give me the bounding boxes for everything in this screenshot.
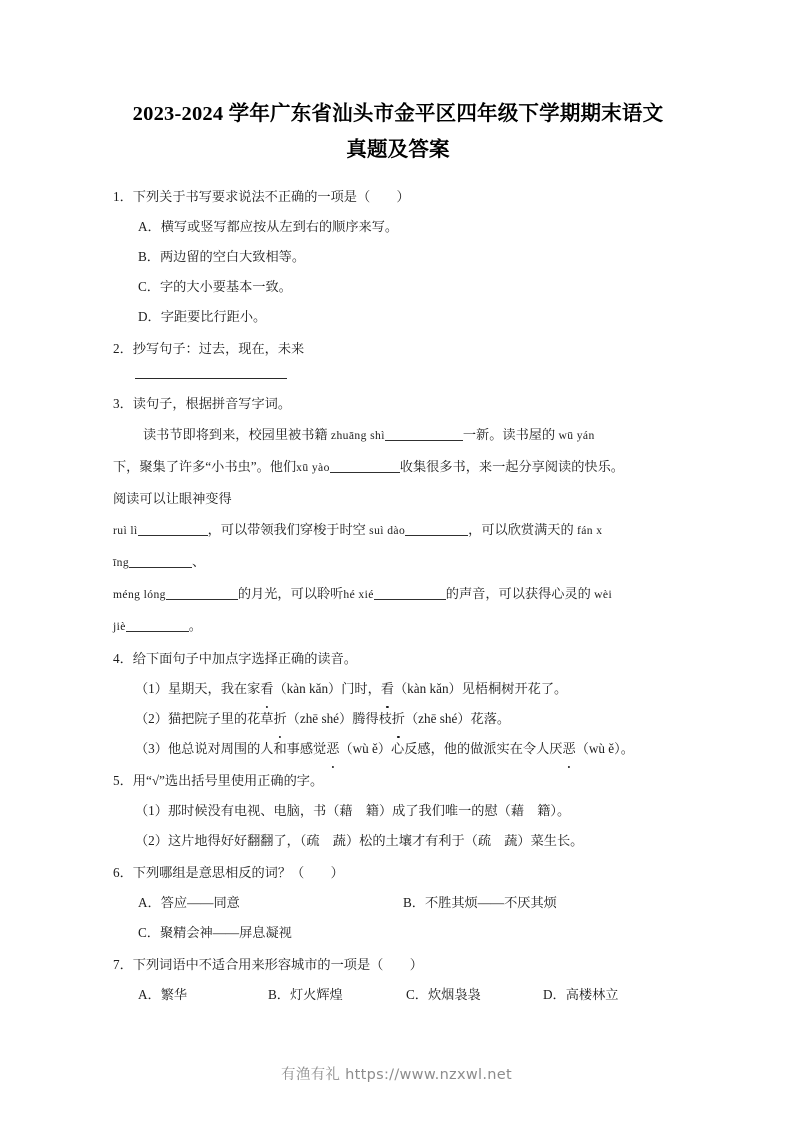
question-3-stem: 3．读句子，根据拼音写字词。 [113,396,292,411]
passage-text: 收集很多书，来一起分享阅读的快乐。 [399,459,624,474]
pinyin-zhuangshi: zhuāng shì [330,429,385,442]
page-title-line2: 真题及答案 [346,139,450,161]
question-5-item-1[interactable]: （1）那时候没有电视、电脑，书（藉 籍）成了我们唯一的慰（藉 籍）。 [135,803,571,818]
question-4-stem: 4．给下面句子中加点字选择正确的读音。 [113,651,357,666]
answer-blank-7[interactable] [374,586,446,600]
question-7-stem: 7．下列词语中不适合用来形容城市的一项是（ ） [113,957,423,972]
question-1-option-b[interactable]: B．两边留的空白大致相等。 [138,249,306,264]
pinyin-wei: wèi [594,588,613,601]
answer-blank-2[interactable] [330,459,400,473]
question-4 [113,644,683,764]
question-7-option-c[interactable]: C．炊烟袅袅 [406,987,481,1002]
passage-line-7 [113,610,683,642]
passage-text: 下，聚集了许多“小书虫”。他们 [113,459,297,474]
pinyin-fanx: fán x [576,524,603,537]
passage-text: 读书节即将到来，校园里被书籍 [143,427,331,442]
pinyin-ing: īng [113,556,130,569]
item-text: （kàn kǎn）门时， [273,681,381,696]
passage-text: 一新。读书屋的 [462,427,559,442]
emphasized-char: 看 [381,674,394,704]
question-6-option-a[interactable]: A．答应——同意 [138,895,240,910]
footer-watermark: 有渔有礼 https://www.nzxwl.net [281,1067,512,1083]
answer-blank-4[interactable] [405,522,468,536]
pinyin-wuyan: wū yán [558,429,595,442]
passage-line-2 [113,451,683,483]
pinyin-ruili: ruì lì [113,524,138,537]
pinyin-jie: jiè [113,620,126,633]
pinyin-suidao: suì dào [369,524,406,537]
item-text: （1）星期天，我在家 [135,681,261,696]
question-7-option-a[interactable]: A．繁华 [138,987,188,1002]
passage-text: 。 [188,618,202,633]
question-1-option-a[interactable]: A．横写或竖写都应按从左到右的顺序来写。 [138,219,399,234]
passage-text: 、 [192,554,206,569]
question-4-item-3 [113,734,683,764]
passage-line-6 [113,578,683,610]
item-text: （wù ě）心反感，他的做派实在令人厌 [339,741,563,756]
question-5-item-2[interactable]: （2）这片地得好好翻翻了，（疏 蔬）松的土壤才有利于（疏 蔬）菜生长。 [135,833,584,848]
answer-blank-8[interactable] [126,618,189,632]
emphasized-char: 折 [273,704,286,734]
question-7-option-b[interactable]: B．灯火辉煌 [268,987,343,1002]
page-title [113,96,683,168]
item-text: （kàn kǎn）见梧桐树开花了。 [393,681,568,696]
question-5 [113,766,683,856]
question-5-stem: 5．用“√”选出括号里使用正确的字。 [113,773,324,788]
answer-blank-1[interactable] [385,427,463,441]
question-6-options-row-1 [113,888,683,918]
item-text: （3）他总说对周围的人和事感觉 [135,741,327,756]
question-3 [113,389,683,642]
question-6-option-b[interactable]: B．不胜其烦——不厌其烦 [403,895,557,910]
question-1-stem: 1．下列关于书写要求说法不正确的一项是（ ） [113,189,410,204]
answer-blank-3[interactable] [138,522,208,536]
passage-line-1 [113,419,683,451]
answer-blank-6[interactable] [166,586,238,600]
question-7-option-d[interactable]: D．高楼林立 [543,987,619,1002]
document-content [113,96,683,1012]
passage-text: ，可以带领我们穿梭于时空 [207,522,370,537]
passage-line-3: 阅读可以让眼神变得 [113,491,232,506]
question-2-answer-rule[interactable] [135,378,287,379]
question-6 [113,858,683,948]
passage-text: 的声音，可以获得心灵的 [445,586,595,601]
emphasized-char: 恶 [563,734,576,764]
emphasized-char: 恶 [326,734,339,764]
passage-line-4 [113,514,683,546]
question-7 [113,950,683,1010]
passage-text: 的月光，可以聆听 [237,586,344,601]
question-1 [113,182,683,332]
pinyin-hexie: hé xié [343,588,374,601]
answer-blank-5[interactable] [129,554,192,568]
question-2-stem: 2．抄写句子：过去，现在，未来 [113,341,305,356]
question-7-options-row [113,980,683,1010]
question-1-option-d[interactable]: D．字距要比行距小。 [138,309,267,324]
emphasized-char: 看 [260,674,273,704]
question-6-options-row-2 [113,918,683,948]
pinyin-xuyao: xū yào [296,461,330,474]
question-4-item-1 [113,674,683,704]
item-text: （wù ě）。 [575,741,634,756]
item-text: （zhē shé）花落。 [404,711,511,726]
item-text: （zhē shé）腾得枝 [286,711,392,726]
emphasized-char: 折 [392,704,405,734]
passage-text: ，可以欣赏满天的 [468,522,577,537]
passage-line-5 [113,546,683,578]
question-2 [113,334,683,379]
question-3-passage [113,419,683,642]
item-text: （2）猫把院子里的花草 [135,711,274,726]
question-4-item-2 [113,704,683,734]
question-6-stem: 6．下列哪组是意思相反的词？（ ） [113,865,344,880]
pinyin-menglong: méng lóng [113,588,166,601]
question-1-option-c[interactable]: C．字的大小要基本一致。 [138,279,292,294]
page-title-line1: 2023-2024 学年广东省汕头市金平区四年级下学期期末语文 [132,103,664,125]
question-6-option-c[interactable]: C．聚精会神——屏息凝视 [138,925,292,940]
